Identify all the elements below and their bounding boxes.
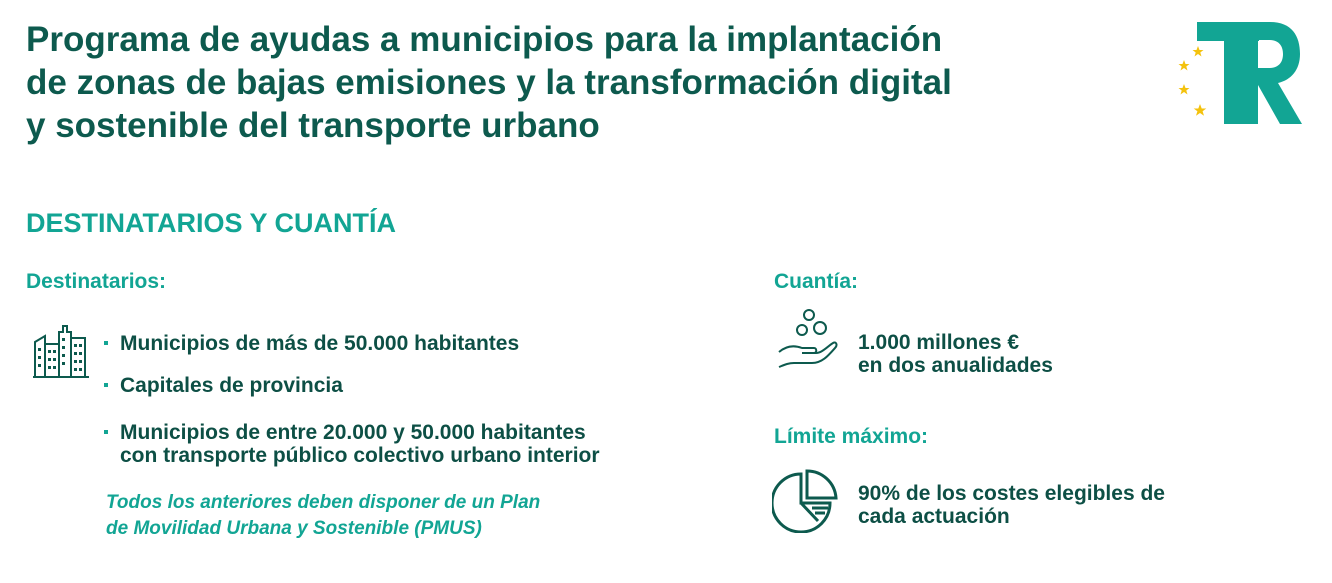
limite-line-1: 90% de los costes elegibles de (858, 482, 1165, 505)
note-line-2: de Movilidad Urbana y Sostenible (PMUS) (106, 518, 482, 539)
section-title: DESTINATARIOS Y CUANTÍA (26, 208, 397, 238)
pmus-note (106, 490, 540, 542)
title-line-1: Programa de ayudas a municipios para la implantación (26, 20, 943, 59)
page-title (26, 18, 1136, 147)
limite-line-2: cada actuación (858, 505, 1010, 528)
cuantia-heading: Cuantía: (774, 270, 858, 293)
pie-chart-icon (772, 469, 838, 533)
bullet-dot (104, 341, 108, 345)
list-item-text: Capitales de provincia (120, 374, 343, 397)
note-line-1: Todos los anteriores deben disponer de un Plan (106, 492, 541, 513)
title-line-3: y sostenible del transporte urbano (26, 106, 600, 145)
bullet-dot (104, 383, 108, 387)
cuantia-amount: 1.000 millones € (858, 331, 1020, 354)
city-buildings-icon (33, 322, 89, 378)
limite-heading: Límite máximo: (774, 425, 929, 448)
cuantia-period: en dos anualidades (858, 354, 1053, 377)
title-line-2: de zonas de bajas emisiones y la transformación digital (26, 63, 952, 102)
bullet-dot (104, 430, 108, 434)
tr-logo-icon (1170, 18, 1305, 130)
list-item-text-continued: con transporte público colectivo urbano interior (120, 444, 600, 467)
list-item-text: Municipios de entre 20.000 y 50.000 habitantes (120, 421, 586, 444)
destinatarios-heading: Destinatarios: (26, 270, 167, 293)
list-item-text: Municipios de más de 50.000 habitantes (120, 332, 520, 355)
hand-coins-icon (776, 308, 838, 370)
